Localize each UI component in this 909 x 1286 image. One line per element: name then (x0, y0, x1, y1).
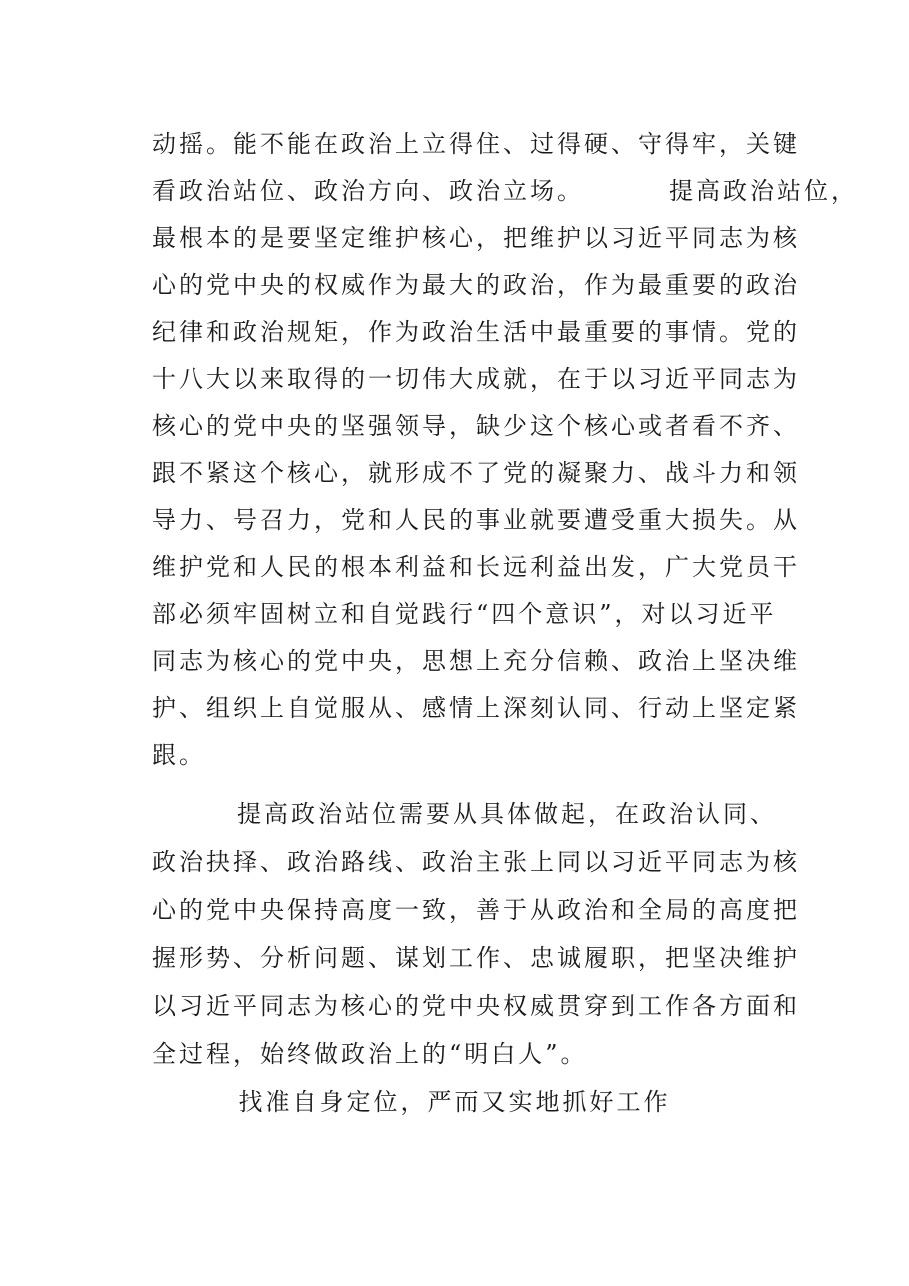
paragraph-line: 最根本的是要坚定维护核心，把维护以习近平同志为核 (152, 224, 800, 252)
paragraph-line: 跟不紧这个核心，就形成不了党的凝聚力、战斗力和领 (152, 459, 800, 487)
paragraph-line: 维护党和人民的根本利益和长远利益出发，广大党员干 (152, 553, 800, 581)
paragraph-line: 全过程，始终做政治上的“明白人”。 (152, 1040, 588, 1068)
paragraph-line: 心的党中央保持高度一致，善于从政治和全局的高度把 (152, 896, 800, 924)
section-heading: 找准自身定位，严而又实地抓好工作 (238, 1088, 671, 1116)
paragraph-line: 心的党中央的权威作为最大的政治，作为最重要的政治 (152, 271, 800, 299)
paragraph-line: 纪律和政治规矩，作为政治生活中最重要的事情。党的 (152, 318, 800, 346)
paragraph-line: 护、组织上自觉服从、感情上深刻认同、行动上坚定紧 (152, 694, 800, 722)
paragraph-line: 跟。 (152, 741, 206, 769)
paragraph-line: 部必须牢固树立和自觉践行“四个意识”，对以习近平 (152, 600, 777, 628)
paragraph-line: 提高政治站位需要从具体做起，在政治认同、 (152, 800, 778, 828)
paragraph-line: 导力、号召力，党和人民的事业就要遭受重大损失。从 (152, 506, 800, 534)
paragraph-line: 十八大以来取得的一切伟大成就，在于以习近平同志为 (152, 365, 800, 393)
paragraph-line: 政治抉择、政治路线、政治主张上同以习近平同志为核 (152, 848, 800, 876)
paragraph-line: 握形势、分析问题、谋划工作、忠诚履职，把坚决维护 (152, 944, 800, 972)
paragraph-line: 看政治站位、政治方向、政治立场。 提高政治站位， (152, 177, 859, 205)
paragraph-line: 同志为核心的党中央，思想上充分信赖、政治上坚决维 (152, 647, 800, 675)
paragraph-line: 以习近平同志为核心的党中央权威贯穿到工作各方面和 (152, 992, 800, 1020)
paragraph-line: 动摇。能不能在政治上立得住、过得硬、守得牢，关键 (152, 130, 800, 158)
paragraph-line: 核心的党中央的坚强领导，缺少这个核心或者看不齐、 (152, 412, 800, 440)
